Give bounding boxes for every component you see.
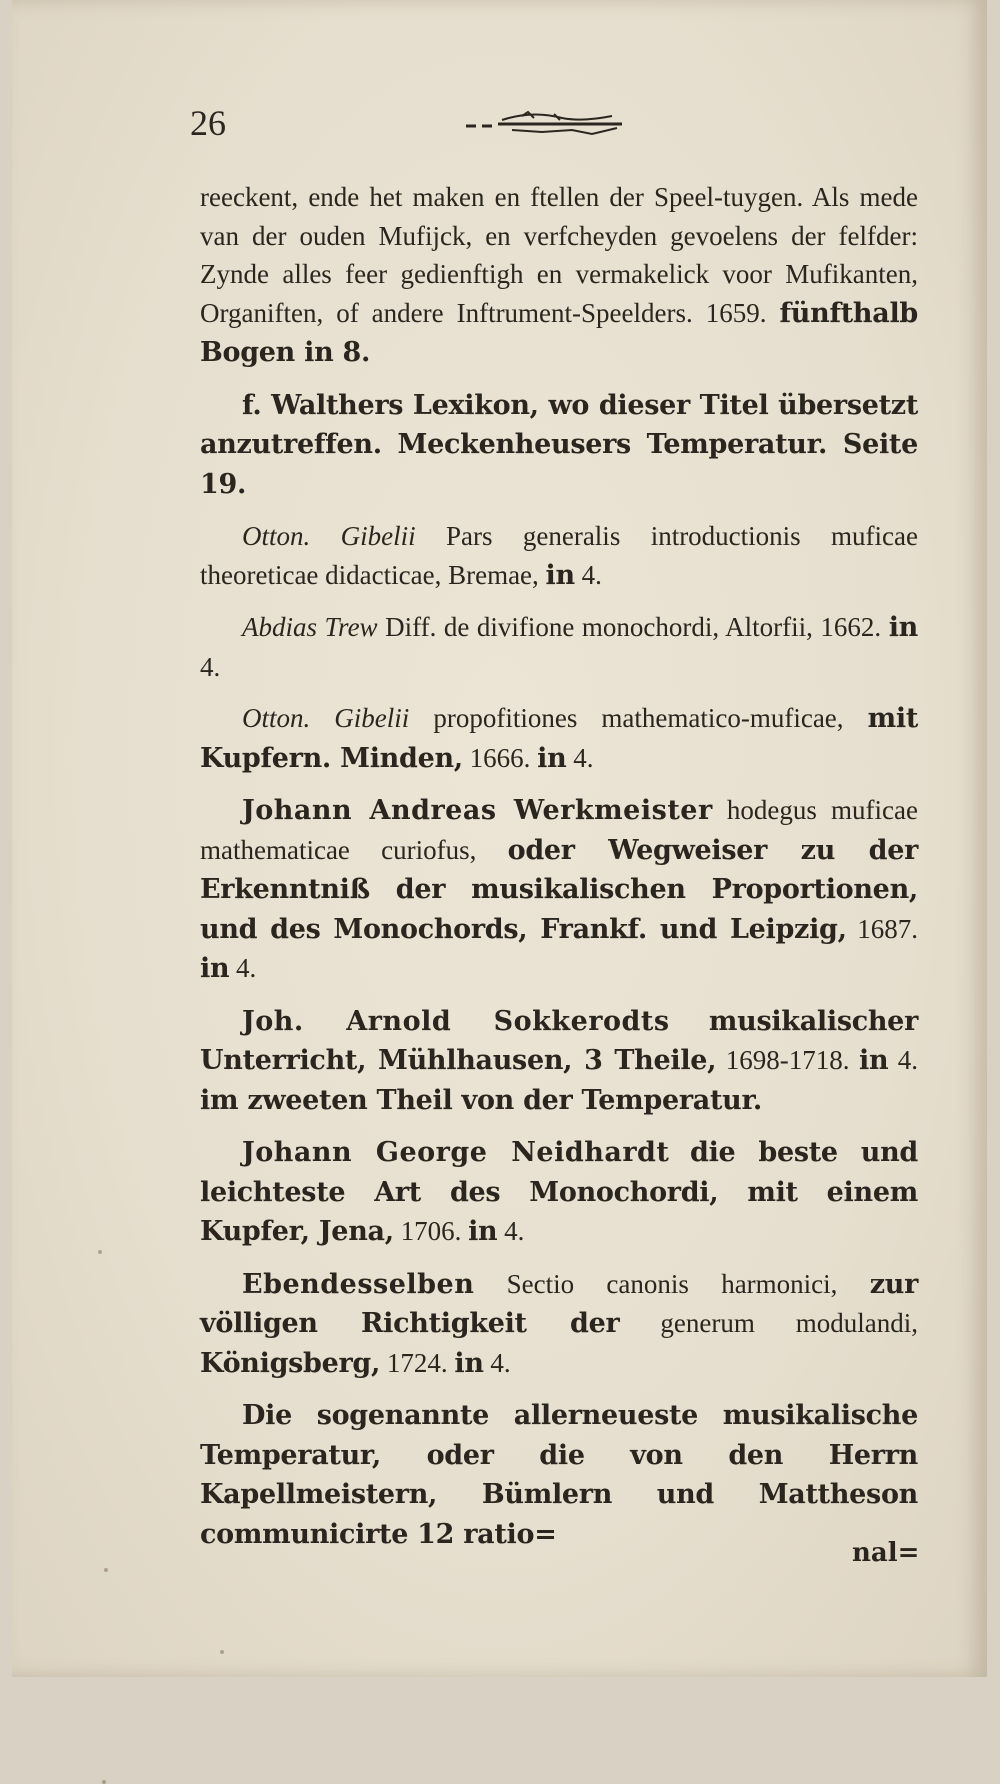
entry-text: in xyxy=(200,953,230,984)
bibliography-text xyxy=(200,178,918,1567)
entry-text: Pars generalis introductionis muficae theoreticae didacticae, Bremae, xyxy=(200,521,918,590)
entry-text xyxy=(670,1006,709,1036)
entry-text: 4. xyxy=(497,1216,525,1246)
bibliography-entry xyxy=(200,386,918,505)
entry-text: 1687. xyxy=(846,913,919,944)
entry-text: zur völligen Richtigkeit der xyxy=(200,1268,918,1339)
entry-text: Königsberg, xyxy=(200,1347,381,1379)
catchword: nal= xyxy=(852,1538,920,1568)
bibliography-entry xyxy=(200,608,918,686)
entry-text: 4. xyxy=(229,953,257,983)
entry-text: die beste und leichteste Art des Monochordi, mit einem Kupfer, Jena, xyxy=(200,1137,918,1247)
author-name-italic: Otton. Gibelii xyxy=(242,703,410,733)
bibliography-entry xyxy=(200,178,918,373)
entry-text: generum modulandi, xyxy=(619,1308,919,1338)
bibliography-entry xyxy=(200,791,918,989)
entry-text: Die sogenannte allerneueste musikalische Temperatur, oder die von den Herrn Kapellmeistern, Bümlern und Mattheson communicirte 12 ratio= xyxy=(200,1400,918,1550)
bibliography-entry xyxy=(200,699,918,778)
entry-text: oder Wegweiser zu der Erkenntniß der musikalischen Proportionen, und des Monochords, Frankf. und Leipzig, xyxy=(200,834,918,945)
entry-text: 4. xyxy=(483,1347,511,1378)
entry-text: 1698-1718. xyxy=(716,1045,859,1075)
entry-text: in xyxy=(537,742,567,774)
entry-text: in xyxy=(468,1216,498,1247)
bibliography-entry xyxy=(200,1265,918,1384)
bibliography-entry xyxy=(200,1133,918,1252)
entry-text: musikalischer Unterricht, Mühlhausen, 3 Theile, xyxy=(200,1005,918,1076)
entry-text: in xyxy=(858,1045,889,1076)
entry-text: Diff. de divifione monochordi, Altorfii, 1662. xyxy=(377,612,889,642)
entry-text: hodegus muficae mathematicae curiofus, xyxy=(200,795,918,865)
ornament-icon xyxy=(462,106,632,146)
entry-text: in xyxy=(545,559,575,591)
bibliography-entry xyxy=(200,1002,918,1121)
entry-text: in xyxy=(888,612,918,643)
entry-text: reeckent, ende het maken en ftellen der Speel-tuygen. Als mede van der ouden Mufijck, en verfcheyden gevoelens der felfder: Zynde alles feer gedienftigh en vermakelick voor Mufikanten, Organiften, of andere Inftrument-Speelders. 1659. xyxy=(200,182,918,328)
author-name: Johann George Neidhardt xyxy=(242,1137,670,1168)
entry-text: propofitiones mathematico-muficae, xyxy=(409,703,868,733)
author-name-italic: Abdias Trew xyxy=(242,612,378,642)
entry-text: 1706. xyxy=(393,1216,469,1246)
entry-text: 4. xyxy=(888,1045,919,1075)
page-number: 26 xyxy=(190,103,226,143)
entry-text: 1666. xyxy=(462,742,538,773)
bibliography-entry xyxy=(200,517,918,595)
author-name-italic: Otton. Gibelii xyxy=(242,521,416,551)
entry-text: 1724. xyxy=(380,1347,455,1378)
entry-text: f. Walthers Lexikon, wo dieser Titel übersetzt anzutreffen. Meckenheusers Temperatur. Seite 19. xyxy=(200,389,918,500)
author-name: Joh. Arnold Sokkerodts xyxy=(242,1005,670,1037)
entry-text: 4. xyxy=(566,742,594,773)
entry-text: fünfthalb Bogen in 8. xyxy=(200,297,918,368)
entry-text xyxy=(669,1137,690,1167)
entry-text: 4. xyxy=(200,651,221,682)
bibliography-entry xyxy=(200,1396,918,1554)
entry-text: Sectio canonis harmonici, xyxy=(474,1268,870,1299)
author-name: Johann Andreas Werkmeister xyxy=(242,795,713,826)
author-name: Ebendesselben xyxy=(242,1268,475,1300)
entry-text: 4. xyxy=(574,559,602,590)
entry-text: im zweeten Theil von der Temperatur. xyxy=(200,1084,763,1116)
entry-text: mit Kupfern. Minden, xyxy=(200,703,919,774)
entry-text: in xyxy=(454,1347,484,1379)
book-page xyxy=(12,0,987,1677)
